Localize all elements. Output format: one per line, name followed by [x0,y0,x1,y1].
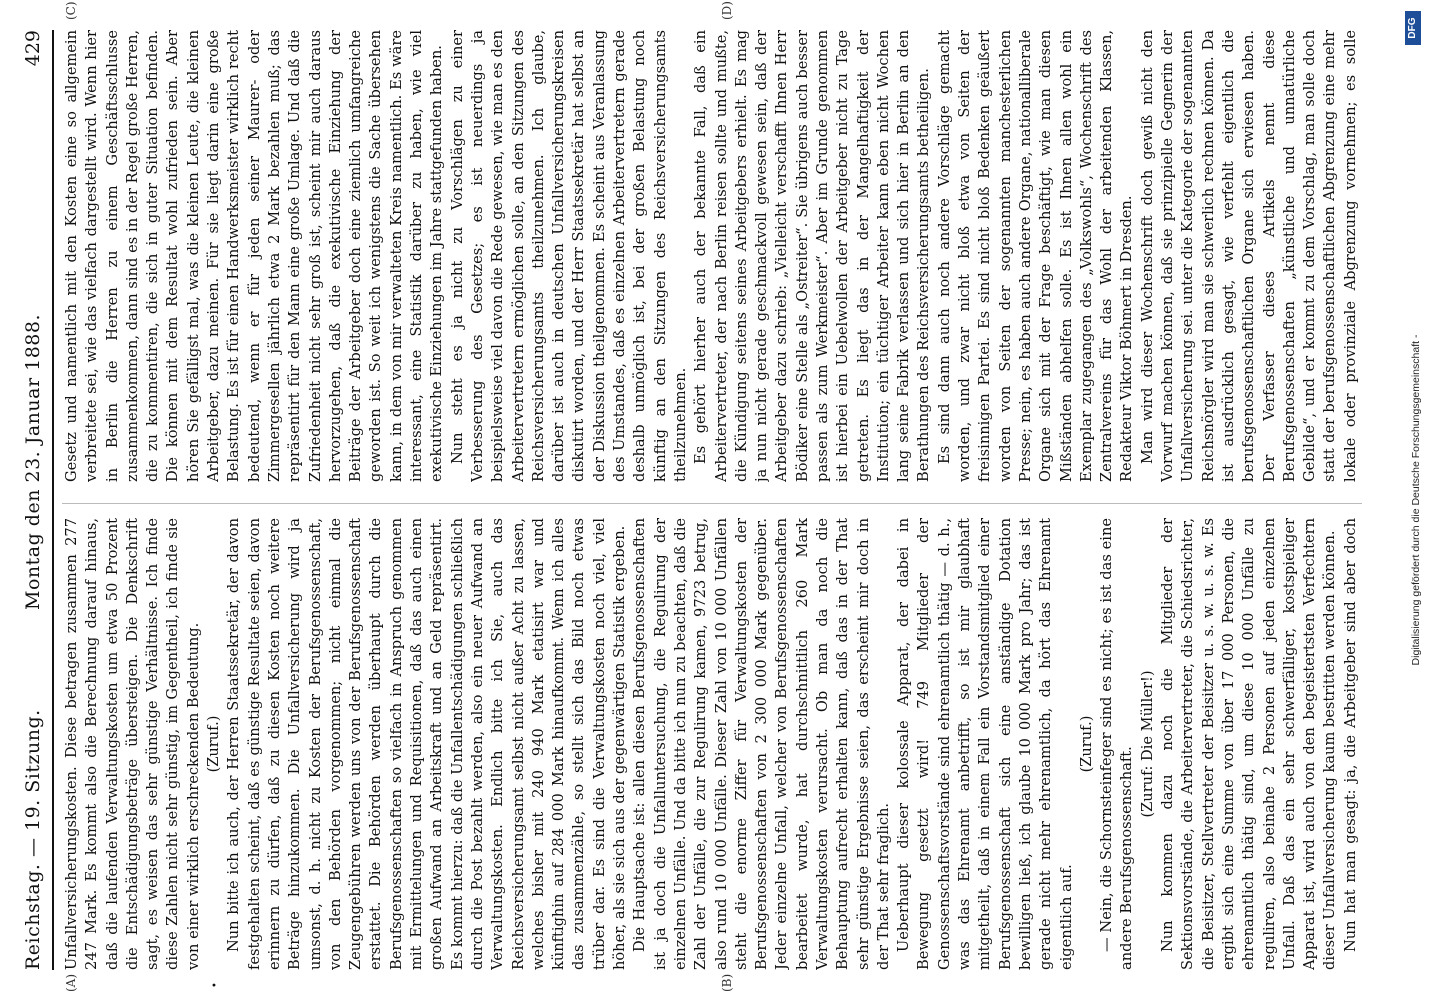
paragraph: (Zuruf: Die Müller!) [1138,670,1156,818]
paragraph: Nun kommen dazu noch die Mitglieder der Sektionsvorstände, die Arbeitervertreter, die Schiedsrichter, die Beisitzer, Stellvertreter der Beisitzer u. s. w. u. s. w. Es ergibt sich eine Summe von über 17 000 Personen, die ehrenamtlich thätig sind, um diese 10 000 Unfälle zu reguliren, also beinahe 2 Personen auf jeden einzelnen Unfall. Daß das ein sehr schwerfälliger, kostspieliger Apparat ist, wird auch von den begeistertsten Verfechtern dieser Unfallversicherung kaum bestritten werden können. [1159,518,1339,970]
paragraph: (Zuruf.) [1077,715,1095,773]
digitization-credit [1410,0,1422,1000]
paragraph: (Zuruf.) [205,715,223,773]
header-date: Montag den 23. Januar 1888. [22,314,44,610]
page-header [12,30,54,970]
header-session: Reichstag. — 19. Sitzung. [22,709,44,970]
paragraph: Die Hauptsache ist: allen diesen Berufsgenossenschaften ist ja doch die Unfalluntersuchung, die Regulirung der einzelnen Unfälle. Und da bitte ich nun zu beachten, daß die Zahl der Unfälle, die zur Regulirung kamen, 9723 betrug, also rund 10 000 Unfälle. Dieser Zahl von 10 000 Unfällen steht die enorme Ziffer für Verwaltungskosten der Berufsgenossenschaften von 2 300 000 Mark gegenüber. Jeder einzelne Unfall, welcher von Berufsgenossenschaften bearbeitet wurde, hat durchschnittlich 260 Mark Verwaltungskosten verursacht. Ob man da noch die Behauptung aufrecht erhalten kann, daß das in der That sehr günstige Ergebnisse seien, das erscheint mir doch in der That sehr fraglich. [631,518,892,970]
paragraph: Man wird dieser Wochenschrift doch gewiß nicht den Vorwurf machen können, daß sie prinzipielle Gegnerin der Unfallversicherung sei. unter die Kategorie der sogenannten Reichsnörgler wird man sie schwerlich rechnen können. Da ist ausdrücklich gesagt, wie verfehlt eigentlich die berufsgenossenschaftlichen Organe sich erwiesen haben. Der Verfasser dieses Artikels nennt diese Berufsgenossenschaften „künstliche und unnatürliche Gebilde“, und er kommt zu dem Vorschlag, man solle doch statt der berufsgenossenschaftlichen Abgrenzung eine mehr lokale oder provinziale Abgrenzung vornehmen; es solle [1138,30,1359,482]
paragraph: Unfallversicherungskosten. Diese betragen zusammen 277 247 Mark. Es kommt also die Berechnung darauf hinaus, daß die laufenden Verwaltungskosten um etwa 50 Prozent die Entschädigungsbeträge übersteigen. Die Denkschrift sagt, es weisen das sehr günstige Verhältnisse. Ich finde diese Zahlen nicht sehr günstig, im Gegentheil, ich finde sie von einer wirklich erschreckenden Bedeutung. [63,518,202,970]
margin-marker-c: (C) [64,1,78,20]
paragraph: Nun hat man gesagt: ja, die Arbeitgeber sind aber doch [1341,518,1359,952]
paragraph: Gesetz und namentlich mit den Kosten eine so allgemein verbreitete sei, wie das vielfach dargestellt wird. Wenn hier in Berlin die Herren zu einem Geschäftsschlusse zusammenkommen, dann sind es in der Regel große Herren, die zu kommentiren, die sich in guter Situation befinden. Die können mit dem Resultat wohl zufrieden sein. Aber hören Sie gefälligst mal, was die kleinen Leute, die kleinen Arbeitgeber, dazu meinen. Für sie liegt darin eine große Belastung. Es ist für einen Handwerksmeister wirklich recht bedeutend, wenn er für jeden seiner Maurer- oder Zimmergesellen jährlich etwa 2 Mark bezahlen muß; das repräsentirt für den Mann eine große Umlage. Und daß die Zufriedenheit nicht sehr groß ist, scheint mir auch daraus hervorzugehen, daß die exekutivische Einziehung der Beiträge der Arbeitgeber doch eine ziemlich umfangreiche geworden ist. So weit ich wenigstens die Sache übersehen kann, in dem von mir verwalteten Kreis namentlich. Es wäre interessant, eine Statistik darüber zu haben, wie viel exekutivische Einziehungen im Jahre stattgefunden haben. [63,30,446,482]
margin-marker-b: (B) [720,973,734,992]
left-column [62,518,1362,970]
paragraph: Es gehört hierher auch der bekannte Fall, daß ein Arbeitervertreter, der nach Berlin reisen sollte und mußte, die Kündigung seitens seines Arbeitgebers erhielt. Es mag ja nun nicht gerade geschmackvoll gewesen sein, daß der Arbeitgeber dazu schrieb: „Vielleicht verschafft Ihnen Herr Bödiker eine Stelle als „Ostreiter“. Sie übrigens auch besser passen als zum Werkmeister“. Aber im Grunde genommen ist hierbei ein Uebelwollen der Arbeitgeber nicht zu Tage getreten. Es liegt das in der Mangelhaftigkeit der Institution; ein tüchtiger Arbeiter kann eben nicht Wochen lang seine Fabrik verlassen und sich hier in Berlin an den Berathungen des Reichsversicherungsamts betheiligen. [692,30,933,482]
column-divider [62,503,1362,504]
margin-bullet: • [210,982,221,988]
paragraph: Ueberhaupt dieser kolossale Apparat, der dabei in Bewegung gesetzt wird! 749 Mitglieder der Genossenschaftsvorstände sind ehrenamtlich thätig — d. h., was das Ehrenamt anbetrifft, so ist mir glaubhaft mitgetheilt, daß in einem Fall ein Vorstandsmitglied einer Berufsgenossenschaft sich eine anständige Dotation bewilligen ließ, ich glaube 10 000 Mark pro Jahr; das ist gerade nicht mehr ehrenamtlich, da hört das Ehrenamt eigentlich auf. [895,518,1075,970]
paragraph: Nun steht es ja nicht zu Vorschlägen zu einer Verbesserung des Gesetzes; es ist neuerdings ja beispielsweise viel davon die Rede gewesen, wie man es den Arbeitervertretern ermöglichen solle, an den Sitzungen des Reichsversicherungsamts theilzunehmen. Ich glaube, darüber ist auch in deutschen Unfallversicherungskreisen diskutirt worden, und der Herr Staatssekretär hat selbst an der Diskussion theilgenommen. Es scheint aus Veranlassung des Umstandes, daß es einzelnen Arbeitervertretern gerade deshalb unmöglich ist, bei der großen Belastung noch künftig an den Sitzungen des Reichsversicherungsamts theilzunehmen. [448,30,689,482]
paragraph: — Nein, die Schornsteinfeger sind es nicht; es ist das eine andere Berufsgenossenschaft. [1098,518,1136,970]
margin-marker-a: (A) [64,973,78,992]
paragraph: Es sind dann auch noch andere Vorschläge gemacht worden, und zwar nicht bloß etwa von Seiten der freisinnigen Partei. Es sind nicht bloß Bedenken geäußert worden von Seiten der sogenannten manchesterlichen Presse; nein, es haben auch andere Organe, nationalliberale Organe sich mit der Frage beschäftigt, wie man diesen Mißständen abhelfen solle. Es ist Ihnen allen wohl ein Exemplar zugegangen des „Volkswohls“, Wochenschrift des Zentralvereins für das Wohl der arbeitenden Klassen, Redakteur Viktor Böhmert in Dresden. [935,30,1136,482]
dfg-logo: DFG [1405,11,1421,45]
paragraph: Nun bitte ich auch, der Herren Staatssekretär, der davon festgehalten scheint, daß es günstige Resultate seien, davon erinnern zu dürfen, daß zu diesen Kosten noch weitere Beträge hinzukommen. Die Unfallversicherung wird ja umsonst, d. h. nicht zu Kosten der Berufsgenossenschaft, von den Behörden vorgenommen; nicht einmal die Zeugengebühren werden uns von der Berufsgenossenschaft erstattet. Die Behörden werden überhaupt durch die Berufsgenossenschaften so vielfach in Anspruch genommen mit Ermittelungen und Requisitionen, daß das auch einen großen Aufwand an Arbeitskraft und an Geld repräsentirt. Es kommt hierzu: daß die Unfallentschädigungen schließlich durch die Post bezahlt werden, also ein neuer Aufwand an Verwaltungskosten. Endlich bitte ich Sie, auch das Reichsversicherungsamt selbst nicht außer Acht zu lassen, welches bisher mit 240 940 Mark etatisirt war und künftighin auf 284 000 Mark hinaufkommt. Wenn ich alles das zusammenzähle, so stellt sich das Bild noch etwas trüber dar. Es sind die Verwaltungskosten noch viel, viel höher, als sie sich aus der gegenwärtigen Statistik ergeben. [225,518,629,970]
credit-text: Digitalisierung gefördert durch die Deutsche Forschungsgemeinschaft - [1410,334,1422,666]
page-number: 429 [22,30,44,67]
margin-marker-d: (D) [720,1,734,20]
right-column [62,30,1362,482]
